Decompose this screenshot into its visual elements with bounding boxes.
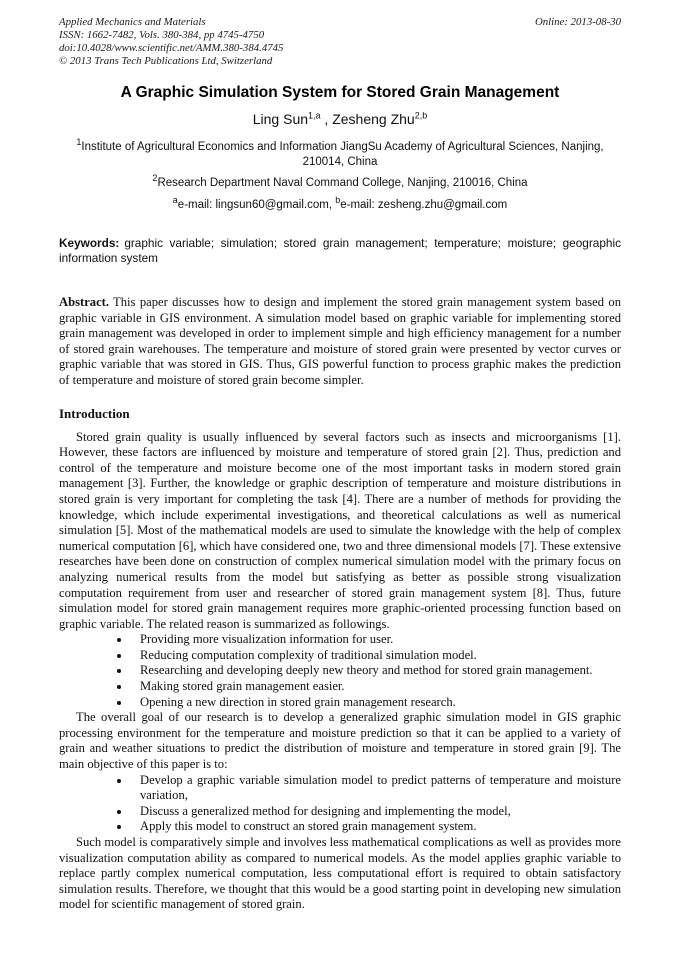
introduction-paragraph-2: The overall goal of our research is to develop a generalized graphic simulation model in GIS graphic processing environment for the temperature and moisture prediction so that it can be applied to a variety of grain and weather situations to predict the distribution of moisture and temperature in stored grain [9]. The main objective of this paper is to: xyxy=(59,710,621,772)
introduction-heading: Introduction xyxy=(59,405,130,421)
online-date: Online: 2013-08-30 xyxy=(534,16,621,28)
author-1-affil-mark: 1,a xyxy=(308,110,321,121)
email-b-mark: b xyxy=(335,195,341,206)
list-item: • Reducing computation complexity of traditional simulation model. xyxy=(131,648,621,664)
email-b-text: e-mail: zesheng.zhu@gmail.com xyxy=(340,199,508,211)
introduction-paragraph-3: Such model is comparatively simple and involves less mathematical complications as well as provides more visualization computation ability as compared to numerical models. As the model applies graphic variable to replace partly complex numerical computation, less computational effort is required to obtain satisfactory simulation results. Therefore, we thought that this would be a good starting point in developing new simulation model for scientific management of stored grain. xyxy=(59,835,621,912)
objectives-list xyxy=(59,773,621,835)
journal-issn-line: ISSN: 1662-7482, Vols. 380-384, pp 4745-4750 xyxy=(59,29,265,41)
list-item: • Develop a graphic variable simulation model to predict patterns of temperature and moisture variation, xyxy=(131,773,621,804)
email-a-mark: a xyxy=(172,195,178,206)
list-item: • Making stored grain management easier. xyxy=(131,679,621,695)
journal-info xyxy=(59,16,283,68)
introduction-paragraph-1: Stored grain quality is usually influenced by several factors such as insects and microorganisms [1]. However, these factors are influenced by moisture and temperature of stored grain [2]. Thus, prediction and control of the temperature and moisture become one of the most important tasks in modern stored grain management [3]. Further, the knowledge or graphic description of temperature and moisture distributions in stored grain is very important for completing the task [4]. There are a number of methods for providing the knowledge, which include experimental investigations, and theoretical calculations as well as numerical simulation [5]. Most of the mathematical models are used to simulate the knowledge with the help of complex numerical computation [6], which have considered one, two and three dimensional models [7]. These extensive researches have been done on construction of complex numerical simulation model with the primary focus on analyzing numerical results from the model but satisfying as better as possible strong visualization computation requirement from user and researcher of stored grain management system [8]. Thus, future simulation model for stored grain management requires more graphic-oriented processing function based on graphic variable. The related reason is summarized as followings. xyxy=(59,429,621,631)
journal-doi-line: doi:10.4028/www.scientific.net/AMM.380-384.4745 xyxy=(59,42,284,54)
journal-header xyxy=(59,16,621,68)
authors-separator: , xyxy=(320,111,333,127)
affiliation-2-text: Research Department Naval Command College, Nanjing, 210016, China xyxy=(157,177,528,189)
author-emails xyxy=(59,195,621,213)
author-2-affil-mark: 2,b xyxy=(414,110,428,121)
list-item: • Apply this model to construct an stored grain management system. xyxy=(131,819,621,835)
reasons-list xyxy=(59,632,621,710)
keywords-label: Keywords: xyxy=(59,236,120,250)
journal-title: Applied Mechanics and Materials xyxy=(59,16,206,28)
list-item: • Discuss a generalized method for designing and implementing the model, xyxy=(131,804,621,820)
affiliation-2-mark: 2 xyxy=(152,173,158,184)
author-1-name: Ling Sun xyxy=(252,111,309,127)
author-2-name: Zesheng Zhu xyxy=(332,111,415,127)
list-item: • Providing more visualization information for user. xyxy=(131,632,621,648)
authors-line xyxy=(59,110,621,129)
affiliation-1-text: Institute of Agricultural Economics and Information JiangSu Academy of Agricultural Sciences, Nanjing, 210014, China xyxy=(81,141,604,168)
affiliation-1 xyxy=(59,137,621,170)
abstract-label: Abstract. xyxy=(59,295,110,309)
list-item: • Opening a new direction in stored grain management research. xyxy=(131,695,621,711)
email-a-text: e-mail: lingsun60@gmail.com, xyxy=(177,199,336,211)
journal-copyright-line: © 2013 Trans Tech Publications Ltd, Switzerland xyxy=(59,55,273,67)
abstract-block xyxy=(59,295,621,389)
affiliation-1-mark: 1 xyxy=(76,137,82,148)
paper-title: A Graphic Simulation System for Stored Grain Management xyxy=(120,84,560,101)
affiliation-2 xyxy=(59,173,621,191)
list-item: • Researching and developing deeply new theory and method for stored grain management. xyxy=(131,663,621,679)
abstract-text: This paper discusses how to design and implement the stored grain management system based on graphic variable in GIS environment. A simulation model based on graphic variable for implementing stored grain management was developed in order to implement simple and high efficiency management for a number of stored grain warehouses. The temperature and moisture of stored grain were presented by vector curves or graphic variable that was stored in GIS. Thus, GIS powerful function to process graphic makes the prediction of temperature and moisture of stored grain become simpler. xyxy=(59,295,621,387)
keywords-block xyxy=(59,236,621,266)
keywords-text: graphic variable; simulation; stored grain management; temperature; moisture; geographic information system xyxy=(59,236,621,265)
